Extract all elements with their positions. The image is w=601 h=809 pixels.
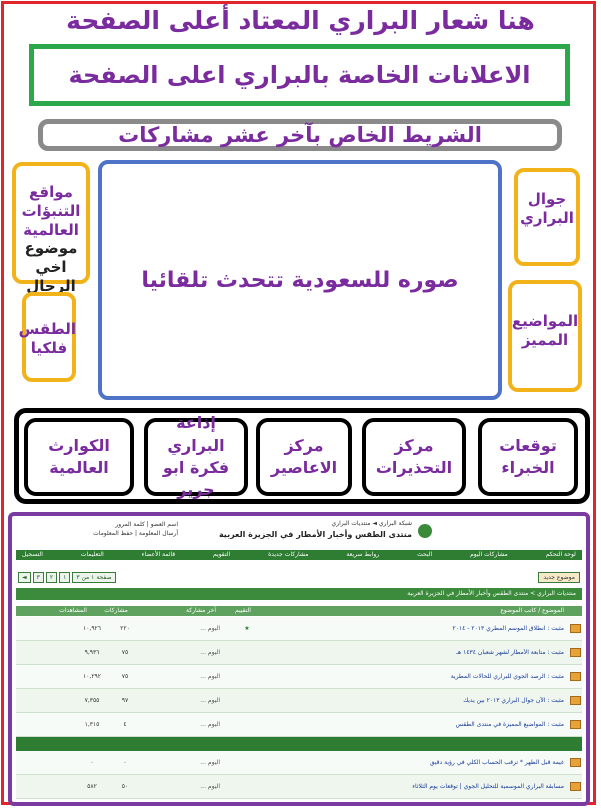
col-rate[interactable]: التقييم <box>235 607 251 614</box>
topic-views: ١٠,٩٢٦ <box>82 625 102 632</box>
topic-last-post[interactable]: اليوم ... <box>200 624 220 632</box>
label-line: الطقس <box>18 320 76 338</box>
topic-title[interactable]: مثبت : انطلاق الموسم المطري ٢٠١٣ - ٢٠١٤ <box>452 625 564 632</box>
topic-title[interactable]: مثبت : الآن جوال البراري ٢٠١٣ بين يديك <box>463 697 564 704</box>
col-replies[interactable]: مشاركات <box>104 607 128 614</box>
global-disasters-box[interactable] <box>24 418 134 496</box>
featured-topics-label <box>508 312 582 350</box>
box-line: توقعات <box>499 435 557 455</box>
nav-item[interactable]: قائمة الأعضاء <box>141 551 176 558</box>
topic-last-post[interactable]: اليوم ... <box>200 758 220 766</box>
label-line: المميز <box>521 330 569 349</box>
table-row[interactable] <box>16 641 582 665</box>
breadcrumb[interactable]: منتديات البراري > منتدى الطقس وأخبار الأمطار في الجزيرة العربية <box>16 588 582 600</box>
table-row[interactable] <box>16 775 582 799</box>
topic-last-post[interactable]: اليوم ... <box>200 696 220 704</box>
nav-item[interactable]: مشاركات اليوم <box>470 551 508 558</box>
topic-last-post[interactable]: اليوم ... <box>200 782 220 790</box>
topic-replies: ٥٠ <box>121 783 129 790</box>
ads-banner[interactable]: الاعلانات الخاصة بالبراري اعلى الصفحة <box>29 44 570 106</box>
experts-forecast-box[interactable] <box>478 418 578 496</box>
nav-item[interactable]: التقويم <box>213 551 231 558</box>
topic-icon <box>568 672 582 681</box>
topic-views: ١,٣١٥ <box>84 721 100 728</box>
topic-views: ٧,٣٥٥ <box>84 697 100 704</box>
warnings-center-box[interactable] <box>362 418 466 496</box>
topic-replies: ٧٥ <box>121 649 129 656</box>
mobile-label <box>514 190 580 228</box>
topic-views: ٩,٩٣٦ <box>84 649 100 656</box>
radio-box[interactable] <box>144 413 248 500</box>
topic-title[interactable]: مسابقة البراري الموسمية للتحليل الجوي | توقعات يوم الثلاثاء <box>412 783 564 790</box>
pagination <box>18 572 116 583</box>
new-topic-button[interactable]: موضوع جديد <box>538 572 580 583</box>
label-line: المواضيع <box>511 312 579 330</box>
table-row[interactable] <box>16 751 582 775</box>
forum-navbar <box>16 550 582 560</box>
topic-icon <box>568 720 582 729</box>
topics-table-header <box>16 606 582 616</box>
box-line: التحذيرات <box>375 458 453 477</box>
login-options[interactable]: أرسال المعلومة | حفظ المعلومات <box>93 530 178 537</box>
topic-views: ١٠,٢٩٢ <box>82 673 102 680</box>
page-link[interactable]: ◄ <box>18 572 31 583</box>
page-indicator: صفحة ١ من ٣ <box>72 572 115 583</box>
topic-icon <box>568 624 582 633</box>
topic-last-post[interactable]: اليوم ... <box>200 648 220 656</box>
topic-replies: ٧٥ <box>121 673 129 680</box>
topic-title[interactable]: غيمة قبل الظهر * ترقب الحساب الكلي في رؤية دقيق <box>429 759 564 766</box>
page-link[interactable]: ٢ <box>46 572 57 583</box>
topic-views: ٥٨٢ <box>87 783 97 790</box>
topic-title[interactable]: مثبت : متابعة الأمطار لشهر شعبان ١٤٣٤ هـ <box>456 649 564 656</box>
topic-replies: ٠ <box>123 759 127 766</box>
table-row[interactable] <box>16 617 582 641</box>
box-line: مركز <box>284 435 324 455</box>
label-line: جوال <box>527 190 567 208</box>
topic-icon <box>568 782 582 791</box>
topic-icon <box>568 648 582 657</box>
topic-replies: ٩٧ <box>121 697 129 704</box>
box-line: مركز <box>394 435 434 455</box>
nav-item[interactable]: البحث <box>417 551 433 558</box>
nav-item[interactable]: لوحة التحكم <box>545 551 576 558</box>
topic-last-post[interactable]: اليوم ... <box>200 720 220 728</box>
box-line: فكرة ابو جرير <box>162 458 230 500</box>
topic-icon <box>568 758 582 767</box>
page-link[interactable]: ٣ <box>33 572 44 583</box>
sticky-separator <box>16 737 582 751</box>
box-line: الخبراء <box>501 458 555 477</box>
saudi-live-image[interactable]: صوره للسعودية تتحدث تلقائيا <box>98 160 502 400</box>
forum-site-line[interactable]: شبكة البراري ◄ منتديات البراري <box>331 520 412 527</box>
col-last[interactable]: آخر مشاركة <box>186 607 216 614</box>
hurricanes-center-box[interactable] <box>256 418 352 496</box>
forum-header <box>16 518 582 548</box>
label-line: التنبؤات <box>21 201 81 220</box>
latest-posts-ticker[interactable]: الشريط الخاص بآخر عشر مشاركات <box>38 119 562 151</box>
page-title: هنا شعار البراري المعتاد أعلى الصفحة <box>66 6 535 35</box>
forum-name[interactable]: منتدى الطقس وأخبار الأمطار في الجزيرة العربية <box>218 530 412 539</box>
topic-replies: ٢٢٠ <box>120 625 130 632</box>
table-row[interactable] <box>16 713 582 737</box>
topic-replies: ٤ <box>123 721 127 728</box>
box-line: إذاعة البراري <box>167 413 225 455</box>
astronomy-weather-label <box>18 320 76 358</box>
topic-rating: ★ <box>244 625 250 632</box>
table-row[interactable] <box>16 689 582 713</box>
forum-preview <box>8 512 590 806</box>
topic-title[interactable]: مثبت : الرصد الجوي للبراري للحالات المطرية <box>450 673 564 680</box>
topic-icon <box>568 696 582 705</box>
page-link[interactable]: ١ <box>59 572 70 583</box>
topic-views: ٠ <box>90 759 94 766</box>
topic-last-post[interactable]: اليوم ... <box>200 672 220 680</box>
col-views[interactable]: المشاهدات <box>59 607 87 614</box>
forecast-sites-label <box>16 183 86 296</box>
col-title[interactable]: الموضوع / كاتب الموضوع <box>500 607 564 614</box>
box-line: الكوارث <box>48 435 110 455</box>
label-line: اخي الرحال <box>26 258 76 295</box>
login-fields[interactable]: اسم العضو | كلمة المرور <box>115 521 178 528</box>
nav-item[interactable]: التسجيل <box>22 551 43 558</box>
nav-item[interactable]: التعليمات <box>80 551 104 558</box>
box-line: الاعاصير <box>270 458 338 477</box>
login-panel[interactable] <box>18 520 178 538</box>
topics-list <box>16 617 582 799</box>
nav-item[interactable]: روابط سريعة <box>346 551 380 558</box>
nav-item[interactable]: مشاركات جديدة <box>268 551 309 558</box>
label-line: فلكيا <box>30 338 68 357</box>
topic-title[interactable]: مثبت : المواضيع المميزة في منتدى الطقس <box>455 721 564 728</box>
label-line: مواقع <box>29 183 73 201</box>
label-line: البراري <box>520 208 574 227</box>
label-line: العالمية <box>23 220 79 239</box>
table-row[interactable] <box>16 665 582 689</box>
box-line: العالمية <box>49 458 109 477</box>
label-line: موضوع <box>24 239 78 258</box>
forum-logo <box>418 524 432 538</box>
